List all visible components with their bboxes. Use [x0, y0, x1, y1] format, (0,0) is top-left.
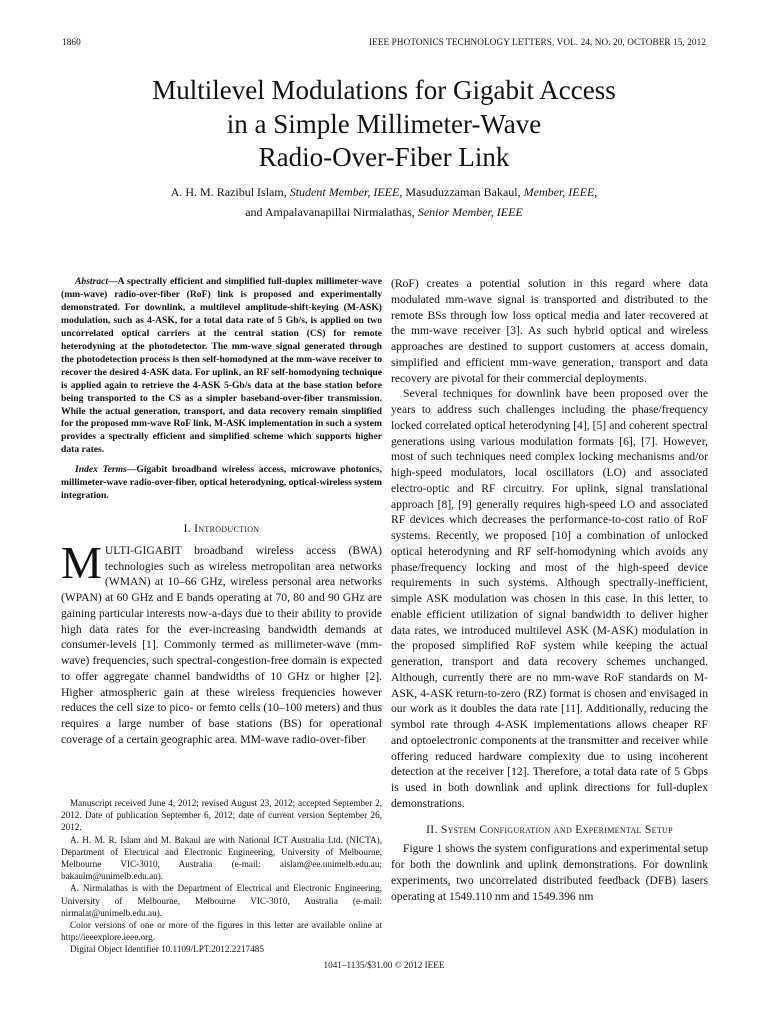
abstract	[61, 276, 382, 457]
right-column	[391, 276, 708, 904]
author-2-name: , Masuduzzaman Bakaul,	[399, 185, 521, 199]
title-line-3: Radio-Over-Fiber Link	[258, 142, 510, 172]
section-heading-system-configuration: II. System Configuration and Experimental Setup	[426, 822, 673, 836]
abstract-label: Abstract	[75, 276, 109, 287]
intro-continuation: (RoF) creates a potential solution in this regard where data modulated mm-wave signal is transported and distributed to the remote BSs through low loss optical media and later recovered at the mm-wave receiver [3]. As such hybrid optical and wireless approaches are destined to support customers at access domain, simplified and efficient mm-wave generation, transport and data recovery are pivotal for their commercial deployments.	[391, 277, 708, 385]
left-column	[61, 276, 382, 748]
section-heading-introduction: I. Introduction	[183, 522, 260, 536]
author-2-role: Member, IEEE	[523, 185, 595, 199]
techniques-paragraph: Several techniques for downlink have been proposed over the years to address such challenges including the phase/frequency locked correlated optical heterodyning [4], [5] and coherent spectral generations using various modulation formats [6], [7]. However, most of such techniques need complex locking mechanisms and/or high-speed modulators, local oscillators (LO) and associated electro-optic and RF circuitry. For uplink, signal translational approach [8], [9] generally requires high-speed LO and associated RF devices which decreases the performance-to-cost ratio of RoF systems. Recently, we proposed [10] a combination of unlocked optical heterodyning and RF self-homodyning which avoids any phase/frequency locking and most of the high-speed device requirements in such systems. Although spectrally-inefficient, simple ASK modulation was chosen in this case. In this letter, to enable efficient utilization of signal bandwidth to deliver higher data rates, we introduced multilevel ASK (M-ASK) modulation in the proposed simplified RoF system while keeping the actual generation, transport and data recovery schemes unchanged. Although, currently there are no mm-wave RoF standards on M-ASK, 4-ASK return-to-zero (RZ) format is chosen and envisaged in our work as it doubles the data rate [11]. Additionally, reducing the symbol rate through 4-ASK implementations allows cheaper RF and optoelectronic components at the transmitter and receiver while offering reduced hardware complexity due to using incoherent detection at the receiver [12]. Therefore, a total data rate of 5 Gbps is used in both downlink and uplink directions for full-duplex demonstrations.	[391, 387, 708, 810]
author-3-role: Senior Member, IEEE	[417, 204, 523, 219]
intro-text: ULTI-GIGABIT broadband wireless access (BWA) technologies such as wireless metropolitan area networks (WMAN) at 10–66 GHz, wireless personal area networks (WPAN) at 60 GHz and E bands operating at 70, 80 and 90 GHz are gaining particular interests now-a-days due to their ability to provide high data rates for the ever-increasing bandwidth demands at consumer-levels [1]. Commonly termed as millimeter-wave (mm-wave) frequencies, such spectral-congestion-free domain is expected to offer aggregate channel bandwidths of 10 GHz or higher [2]. Higher atmospheric gain at these wireless frequencies however reduces the cell size to pico- or femto cells (10–100 meters) and thus requires a large number of base stations (BS) for operational coverage of a certain geographic area. MM-wave radio-over-fiber	[61, 543, 382, 746]
author-3-name: and Ampalavanapillai Nirmalathas,	[245, 204, 415, 219]
author-1-role: Student Member, IEEE	[289, 185, 400, 199]
intro-paragraph	[61, 536, 382, 748]
index-terms-label: Index Terms	[75, 464, 127, 476]
page-number: 1860	[62, 37, 81, 47]
drop-cap: M	[61, 536, 102, 588]
index-terms-text: Gigabit broadband wireless access, microwave photonics, millimeter-wave radio-over-fiber, optical heterodyning, optical-wireless system integration.	[61, 464, 382, 502]
author-1-name: A. H. M. Razibul Islam,	[170, 185, 287, 199]
paper-title	[60, 74, 708, 175]
title-line-2: in a Simple Millimeter-Wave	[226, 108, 542, 139]
footnote-received: Manuscript received June 4, 2012; revised August 23, 2012; accepted September 2, 2012. Date of publication September 6, 2012; date of current version September 26, 2012.	[61, 798, 382, 833]
setup-paragraph: Figure 1 shows the system configurations and experimental setup for both the downlink and uplink demonstrations. For downlink experiments, two uncorrelated distributed feedback (DFB) lasers operating at 1549.110 nm and 1549.396 nm	[391, 842, 708, 903]
journal-header: IEEE PHOTONICS TECHNOLOGY LETTERS, VOL. 24, NO. 20, OCTOBER 15, 2012	[368, 37, 706, 47]
author-list	[60, 183, 708, 222]
index-terms-sep: —	[126, 464, 137, 476]
index-terms	[61, 464, 382, 503]
author-2-end: ,	[594, 185, 598, 199]
footnote	[61, 797, 382, 956]
abstract-sep: —	[108, 276, 118, 287]
footnote-affiliation-1: A. H. M. R. Islam and M. Bakaul are with National ICT Australia Ltd. (NICTA), Department of Electrical and Electronic Engineering, University of Melbourne, Melbourne VIC-3010, Australia (e-mail: aislam@ee.unimelb.edu.au; bakaulm@unimelb.edu.au).	[61, 834, 382, 882]
abstract-text: A spectrally efficient and simplified full-duplex millimeter-wave (mm-wave) radio-over-fiber (RoF) link is proposed and experimentally demonstrated. For downlink, a multilevel amplitude-shift-keying (M-ASK) modulation, such as 4-ASK, for a total data rate of 5 Gb/s, is applied on two uncorrelated optical carriers at the central station (CS) for remote heterodyning at the photodetector. The mm-wave signal generated through the photodetection process is then self-homodyned at the mm-wave receiver to recover the desired 4-ASK data. For uplink, an RF self-homodyning technique is applied again to retrieve the 4-ASK 5-Gb/s data at the base station before being transported to the CS as a simpler baseband-over-fiber transmission. While the actual generation, transport, and data recovery remain simplified for the proposed mm-wave RoF link, M-ASK implementation in such a system provides a spectrally efficient and simplified scheme which supports higher data rates.	[61, 276, 382, 456]
footnote-doi: Digital Object Identifier 10.1109/LPT.2012.2217485	[70, 944, 264, 955]
footnote-affiliation-2: A. Nirmalathas is with the Department of Electrical and Electronic Engineering, University of Melbourne, Melbourne VIC-3010, Australia (e-mail: nirmalat@unimelb.edu.au).	[61, 883, 382, 918]
title-line-1: Multilevel Modulations for Gigabit Access	[152, 75, 616, 105]
footnote-color-note: Color versions of one or more of the figures in this letter are available online at http://ieeexplore.ieee.org.	[61, 920, 382, 943]
copyright-footer: 1041–1135/$31.00 © 2012 IEEE	[323, 960, 445, 970]
